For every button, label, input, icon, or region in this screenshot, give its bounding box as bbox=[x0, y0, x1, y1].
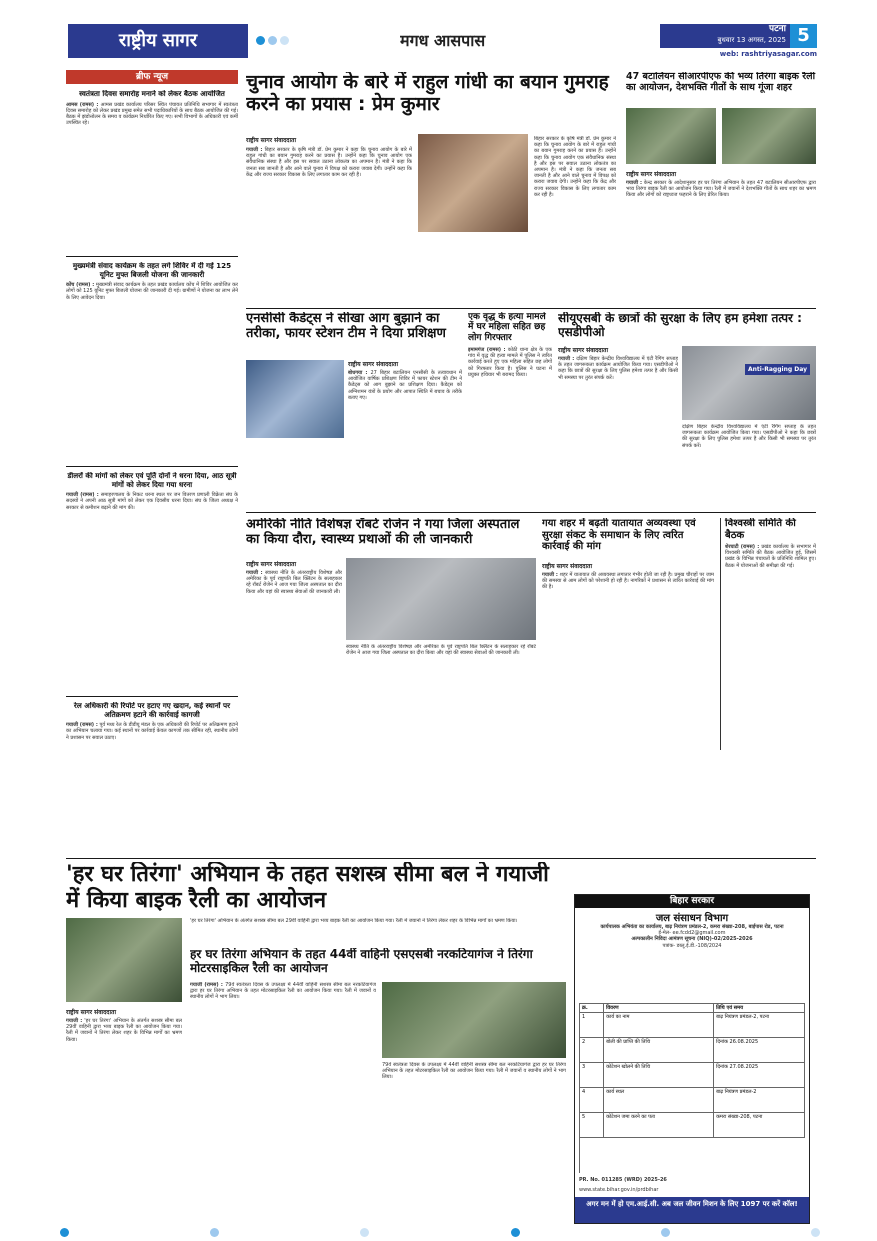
tiranga-text bbox=[66, 1008, 182, 1084]
city-label: पटना bbox=[769, 24, 786, 34]
website-link[interactable]: web: rashtriyasagar.com bbox=[719, 50, 817, 58]
ad-table-header: क्र. विवरण तिथि एवं समय bbox=[580, 1004, 805, 1013]
ad-dept: जल संसाधन विभाग bbox=[655, 913, 729, 924]
ad-table bbox=[579, 1003, 805, 1173]
decor-dots bbox=[256, 32, 316, 48]
brief-item bbox=[66, 262, 238, 462]
ssb-text bbox=[190, 982, 376, 1110]
battalion-story bbox=[626, 72, 816, 304]
article-body: गयाजी : बिहार सरकार के कृषि मंत्री डॉ. प्रेम कुमार ने कहा कि चुनाव आयोग के बारे में राहुल गांधी का बयान गुमराह करने का प्रयास है। उन्होंने कहा कि चुनाव आयोग एक संवैधानिक संस्था है और इस पर सवाल उठाना लोकतंत्र का अपमान है। मंत्री ने कहा कि जनता सब जानती है और आने वाले चुनाव में विपक्ष को करारा जवाब देगी। उन्होंने कहा कि केंद्र और राज्य सरकार विकास के लिए लगातार काम कर रही है। bbox=[246, 147, 412, 178]
byline: राष्ट्रीय सागर संवाददाता bbox=[66, 1009, 117, 1016]
ad-table-row: 3 कोटेशन खोलने की तिथि दिनांक 27.08.2025 bbox=[580, 1063, 805, 1088]
vishwa-story bbox=[720, 518, 816, 750]
ssb-headline: हर घर तिरंगा अभियान के तहत 44वीं वाहिनी एसएसबी नरकटियागंज ने तिरंगा मोटरसाइकिल रैली का आयोजन bbox=[190, 948, 533, 975]
footer-decor bbox=[60, 1226, 820, 1238]
battalion-text bbox=[626, 170, 816, 304]
traffic-story bbox=[542, 518, 714, 750]
brief-header: ब्रीफ न्यूज bbox=[66, 70, 238, 84]
article-body: गयाजी : शहर में यातायात की अव्यवस्था लगातार गंभीर होती जा रही है। प्रमुख चौराहों पर जाम की समस्या से आम लोगों को परेशानी हो रही है। नागरिकों ने प्रशासन से त्वरित कार्रवाई की मांग की है। bbox=[542, 572, 714, 591]
ad-ref: पत्रांक- डब्लू.ई.डी.-108/2024 bbox=[662, 942, 722, 949]
battalion-headline: 47 बटालियन सीआरपीएफ की भव्य तिरंगा बाइक रैली का आयोजन, देशभक्ति गीतों के साथ गूंजा शहर bbox=[626, 72, 816, 93]
battalion-photo bbox=[722, 108, 816, 164]
byline: राष्ट्रीय सागर संवाददाता bbox=[348, 361, 399, 368]
ssb-photo bbox=[382, 982, 566, 1058]
article-body: गयाजी : 'हर घर तिरंगा' अभियान के अंतर्गत सशस्त्र सीमा बल 29वीं वाहिनी द्वारा भव्य बाइक रैली का आयोजन किया गया। रैली में जवानों ने तिरंगा लेकर शहर के विभिन्न मार्गों का भ्रमण किया। bbox=[66, 1018, 182, 1043]
byline: राष्ट्रीय सागर संवाददाता bbox=[246, 137, 297, 144]
section-title: मगध आसपास bbox=[400, 31, 486, 50]
government-notice-ad bbox=[574, 894, 810, 1224]
ad-footer: PR. No. 011285 (WRD) 2025-26 bbox=[579, 1177, 667, 1183]
traffic-headline: गया शहर में बढ़ती यातायात अव्यवस्था एवं सुरक्षा संकट के समाधान के लिए त्वरित कार्रवाई की मांग bbox=[542, 518, 696, 552]
byline: राष्ट्रीय सागर संवाददाता bbox=[558, 347, 609, 354]
byline: राष्ट्रीय सागर संवाददाता bbox=[542, 563, 593, 570]
ad-office: कार्यपालक अभियंता का कार्यालय, बाढ़ नियंत्रण प्रमंडल-2, कमरा संख्या-208, बाईपास रोड, पटना bbox=[600, 924, 784, 930]
lead-col-right: बिहार सरकार के कृषि मंत्री डॉ. प्रेम कुमार ने कहा कि चुनाव आयोग के बारे में राहुल गांधी का बयान गुमराह करने का प्रयास है। उन्होंने कहा कि चुनाव आयोग एक संवैधानिक संस्था है और इस पर सवाल उठाना लोकतंत्र का अपमान है। मंत्री ने कहा कि जनता सब जानती है और आने वाले चुनाव में विपक्ष को करारा जवाब देगी। उन्होंने कहा कि केंद्र और राज्य सरकार विकास के लिए लगातार काम कर रही है। bbox=[534, 136, 616, 198]
lead-headline: चुनाव आयोग के बारे में राहुल गांधी का बयान गुमराह करने का प्रयास : प्रेम कुमार bbox=[246, 72, 609, 115]
ad-table-row: 2 बोली की प्राप्ति की तिथि दिनांक 26.08.2025 bbox=[580, 1038, 805, 1063]
tiranga-headline: 'हर घर तिरंगा' अभियान के तहत सशस्त्र सीमा बल ने गयाजी में किया बाइक रैली का आयोजन bbox=[66, 862, 549, 913]
article-body: इमामगंज (रामस) : कोठी थाना क्षेत्र के एक गांव में वृद्ध की हत्या मामले में पुलिस ने त्वरित कार्रवाई करते हुए एक महिला सहित छह लोगों को गिरफ्तार किया है। पुलिस ने घटना में प्रयुक्त हथियार भी बरामद किया। bbox=[468, 347, 552, 378]
ncc-headline: एनसीसी कैडेट्स ने सीखा आग बुझाने का तरीका, फायर स्टेशन टीम ने दिया प्रशिक्षण bbox=[246, 312, 446, 341]
article-body: गयाजी : केन्द्र सरकार के आदेशानुसार हर घर तिरंगा अभियान के तहत 47 बटालियन सीआरपीएफ द्वारा भव्य तिरंगा बाइक रैली का आयोजन किया गया। रैली में जवानों ने देशभक्ति गीतों के साथ शहर का भ्रमण किया और लोगों को राष्ट्रध्वज फहराने के लिए प्रेरित किया। bbox=[626, 180, 816, 199]
cusb-text-right: दक्षिण बिहार केन्द्रीय विश्वविद्यालय में एंटी रैगिंग सप्ताह के तहत जागरूकता कार्यक्रम आयोजित किया गया। एसडीपीओ ने कहा कि छात्रों की सुरक्षा के लिए पुलिस हमेशा तत्पर है और किसी भी समस्या पर तुरंत संपर्क करें। bbox=[682, 424, 816, 449]
brief-body: आमस (रामस) : आमस प्रखंड कार्यालय परिसर स्थित पंचायत प्रतिनिधि सभागार में स्वतंत्रता दिवस समारोह को लेकर प्रखंड प्रमुख समेत सभी पदाधिकारियों के साथ बैठक आयोजित की गई। बैठक में झंडोत्तोलन के समय व कार्यक्रम निर्धारित किए गए। सभी विभागों के अधिकारी एवं कर्मी उपस्थित रहे। bbox=[66, 101, 238, 127]
cusb-photo bbox=[682, 346, 816, 420]
ad-notice: अल्पकालीन निविदा आमंत्रण सूचना (NIQ)-02/2025-2026 bbox=[631, 936, 753, 943]
cusb-headline: सीयूएसबी के छात्रों की सुरक्षा के लिए हम हमेशा तत्पर : एसडीपीओ bbox=[558, 312, 802, 339]
murder-story bbox=[468, 312, 552, 508]
page-number: 5 bbox=[790, 24, 817, 48]
brief-body: गयाजी (रामस) : समाहरणालय के निकट धरना स्थल पर जन वितरण प्रणाली विक्रेता संघ के सदस्यों ने अपनी आठ सूत्री मांगों को लेकर एक दिवसीय धरना दिया। संघ के जिला अध्यक्ष ने सरकार से कमीशन बढ़ाने की मांग की। bbox=[66, 492, 238, 511]
brief-item bbox=[66, 702, 238, 850]
ncc-text bbox=[348, 360, 462, 508]
robert-text bbox=[246, 560, 342, 750]
lead-photo bbox=[418, 134, 528, 232]
ssb-text-right: 79वें स्वतंत्रता दिवस के उपलक्ष्य में 44वीं वाहिनी सशस्त्र सीमा बल नरकटियागंज द्वारा हर घर तिरंगा अभियान के तहत मोटरसाइकिल रैली का आयोजन किया गया। रैली में जवानों व स्थानीय लोगों ने भाग लिया। bbox=[382, 1062, 566, 1081]
ad-site[interactable]: www.state.bihar.gov.in/prdbihar bbox=[579, 1187, 659, 1193]
ad-gov: बिहार सरकार bbox=[575, 895, 809, 908]
cusb-text bbox=[558, 346, 678, 508]
robert-story bbox=[246, 518, 536, 750]
ad-slogan: अगर मन में हो एम.आई.सी. अब जल जीवन मिशन के लिए 1097 पर करें कॉल! bbox=[575, 1197, 809, 1223]
brief-body: गयाजी (रामस) : पूर्व मध्य रेल के डीडीयू मंडल के एक अधिकारी की रिपोर्ट पर अतिक्रमण हटाने का अभियान चलाया गया। कई स्थानों पर कार्रवाई केवल कागजों तक सीमित रही, स्थानीय लोगों ने प्रशासन पर सवाल उठाए। bbox=[66, 722, 238, 741]
ncc-story bbox=[246, 312, 462, 508]
byline: राष्ट्रीय सागर संवाददाता bbox=[626, 171, 677, 178]
byline: राष्ट्रीय सागर संवाददाता bbox=[246, 561, 297, 568]
brief-title: स्वतंत्रता दिवस समारोह मनाने को लेकर बैठक आयोजित bbox=[79, 90, 225, 98]
ad-email: ई-मेल- ee.fcdd2@gmail.com bbox=[658, 930, 726, 937]
robert-photo bbox=[346, 558, 536, 640]
brief-body: कोंच (रामस) : मुख्यमंत्री संवाद कार्यक्रम के तहत प्रखंड कार्यालय कोंच में शिविर आयोजित कर लोगों को 125 यूनिट मुफ्त बिजली योजना की जानकारी दी गई। ग्रामीणों ने योजना का लाभ लेने के लिए आवेदन दिया। bbox=[66, 282, 238, 301]
tiranga-text-cols: 'हर घर तिरंगा' अभियान के अंतर्गत सशस्त्र सीमा बल 29वीं वाहिनी द्वारा भव्य बाइक रैली का आयोजन किया गया। रैली में जवानों ने तिरंगा लेकर शहर के विभिन्न मार्गों का भ्रमण किया। bbox=[190, 918, 518, 924]
lead-story bbox=[246, 72, 616, 304]
masthead bbox=[60, 22, 817, 66]
battalion-photo bbox=[626, 108, 716, 164]
traffic-text bbox=[542, 562, 714, 750]
article-body: शेरघाटी (रामस) : प्रखंड कार्यालय के सभागार में विश्वस्त्री समिति की बैठक आयोजित हुई, जिसमें प्रखंड के विभिन्न पंचायतों के प्रतिनिधि शामिल हुए। बैठक में योजनाओं की समीक्षा की गई। bbox=[725, 544, 816, 569]
article-body: गयाजी (रामस) : 79वें स्वतंत्रता दिवस के उपलक्ष्य में 44वीं वाहिनी सशस्त्र सीमा बल नरकटियागंज द्वारा हर घर तिरंगा अभियान के तहत मोटरसाइकिल रैली का आयोजन किया गया। रैली में जवानों व स्थानीय लोगों ने भाग लिया। bbox=[190, 982, 376, 1001]
ad-table-row: 5 कोटेशन जमा करने का पता कमरा संख्या-208, पटना bbox=[580, 1113, 805, 1138]
brief-item bbox=[66, 472, 238, 692]
brief-title: डीलरों की मांगों को लेकर एवं पूर्ति दोनों ने धरना दिया, आठ सूत्री मांगों को लेकर दिया गया धरना bbox=[67, 472, 237, 489]
ad-table-row: 4 कार्य स्थल बाढ़ नियंत्रण प्रमंडल-2 bbox=[580, 1088, 805, 1113]
article-body: गयाजी : दक्षिण बिहार केन्द्रीय विश्वविद्यालय में एंटी रैगिंग सप्ताह के तहत जागरूकता कार्यक्रम आयोजित किया गया। एसडीपीओ ने कहा कि छात्रों की सुरक्षा के लिए पुलिस हमेशा तत्पर है और किसी भी समस्या पर तुरंत संपर्क करें। bbox=[558, 356, 678, 381]
murder-headline: एक वृद्ध के हत्या मामले में घर महिला सहित छह लोग गिरफ्तार bbox=[468, 312, 546, 343]
lead-col-left bbox=[246, 136, 412, 304]
brand-block bbox=[68, 24, 248, 58]
tiranga-photo bbox=[66, 918, 182, 1002]
brief-column bbox=[66, 70, 238, 850]
date-label: बुधवार 13 अगस्त, 2025 bbox=[717, 36, 786, 44]
brand-name: राष्ट्रीय सागर bbox=[118, 30, 198, 51]
article-body: गयाजी : स्वास्थ्य नीति के अंतरराष्ट्रीय विशेषज्ञ और अमेरिका के पूर्व राष्ट्रपति बिल क्लिंटन के सलाहकार रहे रॉबर्ट रोजेन ने आज गया जिला अस्पताल का दौरा किया और वहां की स्वास्थ्य सेवाओं की जानकारी ली। bbox=[246, 570, 342, 595]
ad-table-row: 1 कार्य का नाम बाढ़ नियंत्रण प्रमंडल-2, पटना bbox=[580, 1013, 805, 1038]
robert-text-right: स्वास्थ्य नीति के अंतरराष्ट्रीय विशेषज्ञ और अमेरिका के पूर्व राष्ट्रपति बिल क्लिंटन के सलाहकार रहे रॉबर्ट रोजेन ने आज गया जिला अस्पताल का दौरा किया और वहां की स्वास्थ्य सेवाओं की जानकारी ली। bbox=[346, 644, 536, 657]
article-body: बोधगया : 27 बिहार बटालियन एनसीसी के तत्वावधान में आयोजित वार्षिक प्रशिक्षण शिविर में फायर स्टेशन की टीम ने कैडेट्स को आग बुझाने का प्रशिक्षण दिया। कैडेट्स को अग्निशमन यंत्रों के प्रयोग और आपात स्थिति में बचाव के तरीके बताए गए। bbox=[348, 370, 462, 401]
robert-headline: अमेरिकी नीति विशेषज्ञ रॉबर्ट रोजेन ने गया जिला अस्पताल का किया दौरा, स्वास्थ्य प्रथाओं की ली जानकारी bbox=[246, 518, 520, 547]
cusb-story bbox=[558, 312, 816, 508]
ncc-photo bbox=[246, 360, 344, 438]
brief-title: रेल अधिकारी की रिपोर्ट पर हटाए गए खदान, कई स्थानों पर अतिक्रमण हटाने की कार्रवाई कागजी bbox=[73, 702, 231, 719]
date-block bbox=[660, 24, 790, 48]
brief-item bbox=[66, 90, 238, 250]
vishwa-headline: विश्वस्त्री समिति की बैठक bbox=[725, 518, 796, 541]
ssb-story bbox=[190, 948, 566, 1110]
brief-title: मुख्यमंत्री संवाद कार्यक्रम के तहत लगे शिविर में दी गई 125 यूनिट मुफ्त बिजली योजना की जानकारी bbox=[72, 262, 232, 279]
anti-ragging-banner: Anti-Ragging Day bbox=[745, 364, 810, 375]
